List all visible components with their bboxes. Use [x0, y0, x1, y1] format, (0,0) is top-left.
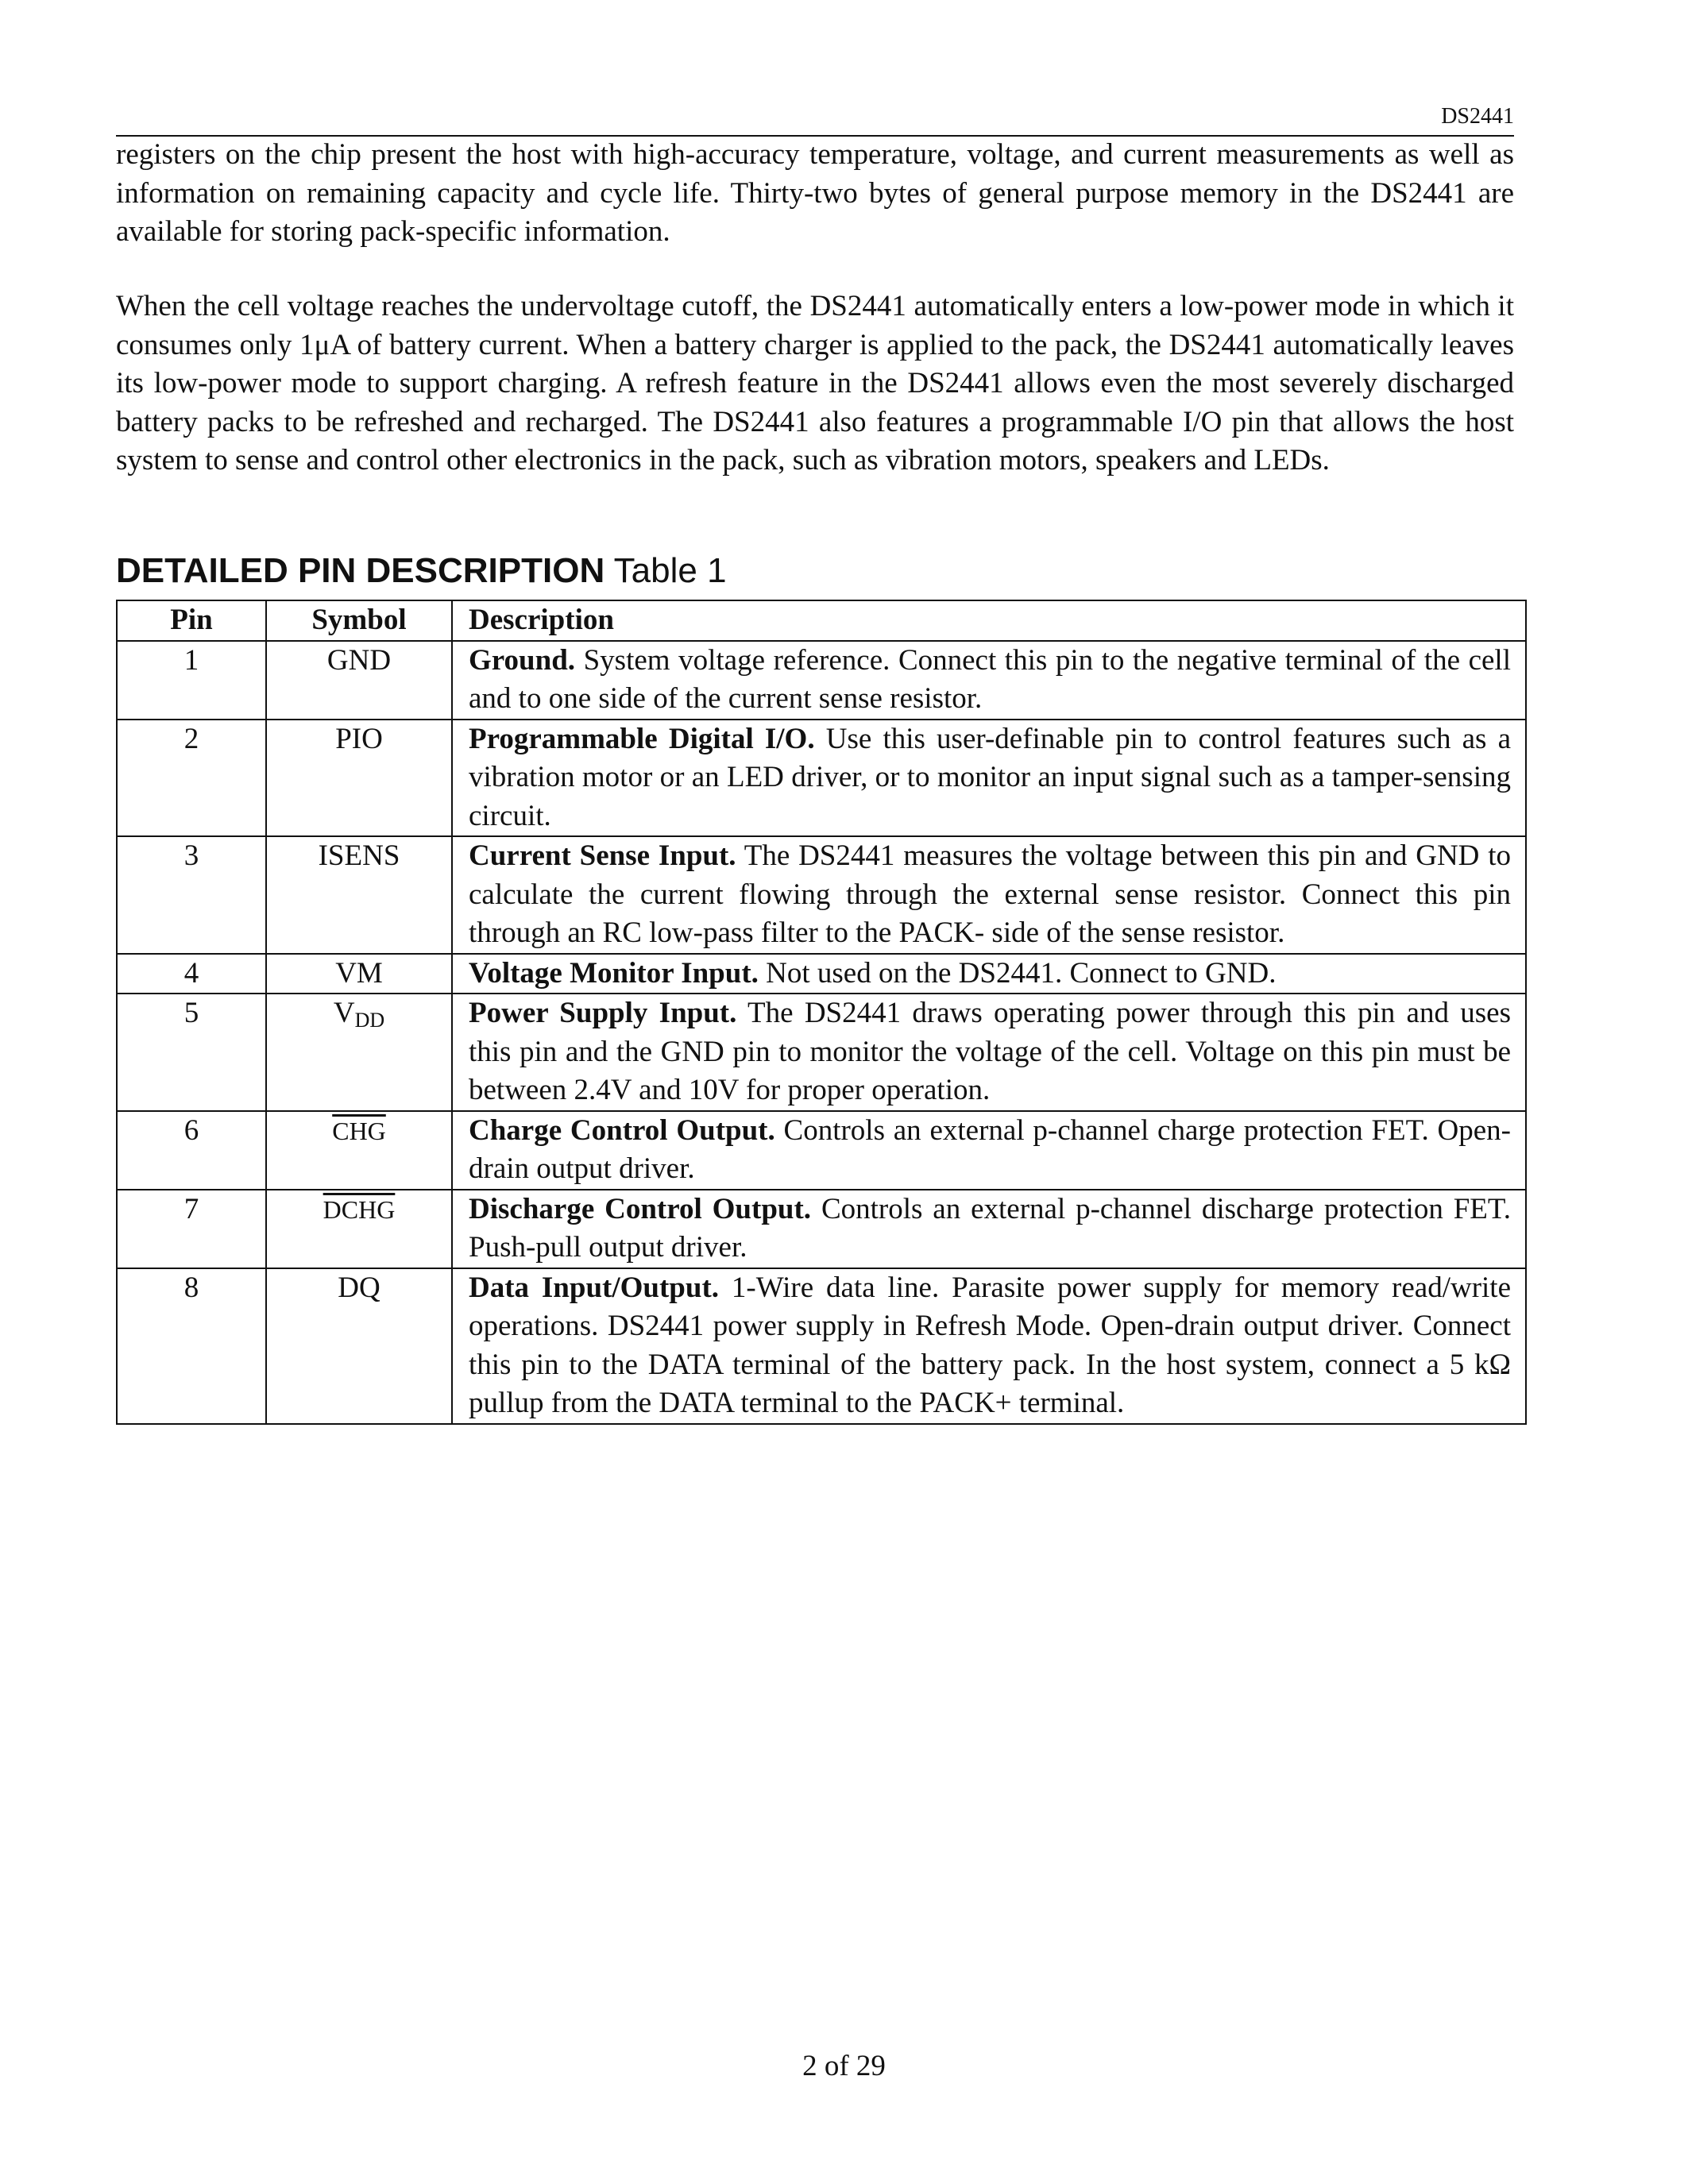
description-text: The DS2441 measures the voltage between this pin and GND to calculate the current flowing through the external sense resistor. Connect this pin through an RC low-pass filter to the PACK- side of the sense resistor.: [469, 839, 1511, 949]
description-text: Controls an external p-channel charge protection FET. Open-drain output driver.: [469, 1113, 1512, 1185]
pin-number: 4: [117, 954, 266, 994]
table-row: [117, 994, 1526, 1111]
pin-symbol: [266, 1190, 452, 1268]
header-pin: Pin: [117, 600, 266, 641]
description-text: Not used on the DS2441. Connect to GND.: [766, 956, 1277, 990]
section-title-table-label: Table 1: [613, 551, 727, 590]
pin-number: 3: [117, 836, 266, 954]
pin-description: [452, 641, 1526, 720]
table-row: [117, 720, 1526, 837]
table-row: [117, 1268, 1526, 1424]
table-row: [117, 954, 1526, 994]
description-title: Current Sense Input.: [469, 839, 736, 872]
table-row: [117, 1190, 1526, 1268]
pin-description: [452, 1268, 1526, 1424]
description-title: Ground.: [469, 643, 576, 677]
pin-description: [452, 836, 1526, 954]
section-title-bold: DETAILED PIN DESCRIPTION: [116, 551, 605, 590]
table-header-row: [117, 600, 1526, 641]
header-symbol: Symbol: [266, 600, 452, 641]
pin-description: [452, 1111, 1526, 1190]
pin-description: [452, 994, 1526, 1111]
section-title: [116, 550, 727, 592]
pin-symbol: VM: [266, 954, 452, 994]
description-title: Data Input/Output.: [469, 1271, 720, 1304]
table-row: [117, 641, 1526, 720]
pin-symbol: [266, 1111, 452, 1190]
pin-symbol: DQ: [266, 1268, 452, 1424]
description-text: 1-Wire data line. Parasite power supply for memory read/write operations. DS2441 power supply in Refresh Mode. Open-drain output driver. Connect this pin to the DATA terminal of the battery pack. In the host system, connect a 5 kΩ pullup from the DATA terminal to the PACK+ terminal.: [469, 1271, 1512, 1419]
pin-symbol: PIO: [266, 720, 452, 837]
symbol-subscript: DD: [354, 1009, 385, 1032]
description-text: Controls an external p-channel discharge protection FET. Push-pull output driver.: [469, 1192, 1511, 1264]
table-row: [117, 836, 1526, 954]
description-text: System voltage reference. Connect this pin to the negative terminal of the cell and to one side of the current sense resistor.: [469, 643, 1511, 715]
intro-paragraph-continued: registers on the chip present the host with high-accuracy temperature, voltage, and current measurements as well as information on remaining capacity and cycle life. Thirty-two bytes of general purpose memory in the DS2441 are available for storing pack-specific information.: [116, 138, 1514, 248]
header-description: Description: [452, 600, 1526, 641]
page-header: [116, 98, 1514, 137]
symbol-main: V: [333, 997, 355, 1029]
description-title: Power Supply Input.: [469, 997, 737, 1029]
pin-number: 7: [117, 1190, 266, 1268]
pin-number: 5: [117, 994, 266, 1111]
description-text: The DS2441 draws operating power through this pin and uses this pin and the GND pin to monitor the voltage of the cell. Voltage on this pin must be between 2.4V and 10V for proper operation.: [469, 997, 1511, 1106]
description-text: Use this user-definable pin to control features such as a vibration motor or an LED driver, or to monitor an input signal such as a tamper-sensing circuit.: [469, 722, 1511, 832]
pin-number: 8: [117, 1268, 266, 1424]
pin-number: 1: [117, 641, 266, 720]
pin-number: 2: [117, 720, 266, 837]
pin-symbol: GND: [266, 641, 452, 720]
description-title: Charge Control Output.: [469, 1113, 775, 1147]
low-power-paragraph: When the cell voltage reaches the undervoltage cutoff, the DS2441 automatically enters a low-power mode in which it consumes only 1μA of battery current. When a battery charger is applied to the pack, the DS2441 automatically leaves its low-power mode to support charging. A refresh feature in the DS2441 allows even the most severely discharged battery packs to be refreshed and recharged. The DS2441 also features a programmable I/O pin that allows the host system to sense and control other electronics in the pack, such as vibration motors, speakers and LEDs.: [116, 290, 1514, 477]
symbol-overlined: $\overline{CHG}$: [332, 1116, 386, 1145]
description-title: Discharge Control Output.: [469, 1192, 812, 1225]
pin-description-table: [116, 600, 1527, 1425]
pin-description: [452, 954, 1526, 994]
document-id: DS2441: [1441, 104, 1514, 129]
description-title: Programmable Digital I/O.: [469, 722, 815, 755]
pin-description: [452, 720, 1526, 837]
symbol-overlined: DCHG: [323, 1194, 396, 1224]
table-row: [117, 1111, 1526, 1190]
description-title: Voltage Monitor Input.: [469, 956, 759, 990]
pin-description: [452, 1190, 1526, 1268]
pin-number: 6: [117, 1111, 266, 1190]
page-number: 2 of 29: [802, 2050, 886, 2082]
pin-symbol: [266, 994, 452, 1111]
pin-symbol: ISENS: [266, 836, 452, 954]
